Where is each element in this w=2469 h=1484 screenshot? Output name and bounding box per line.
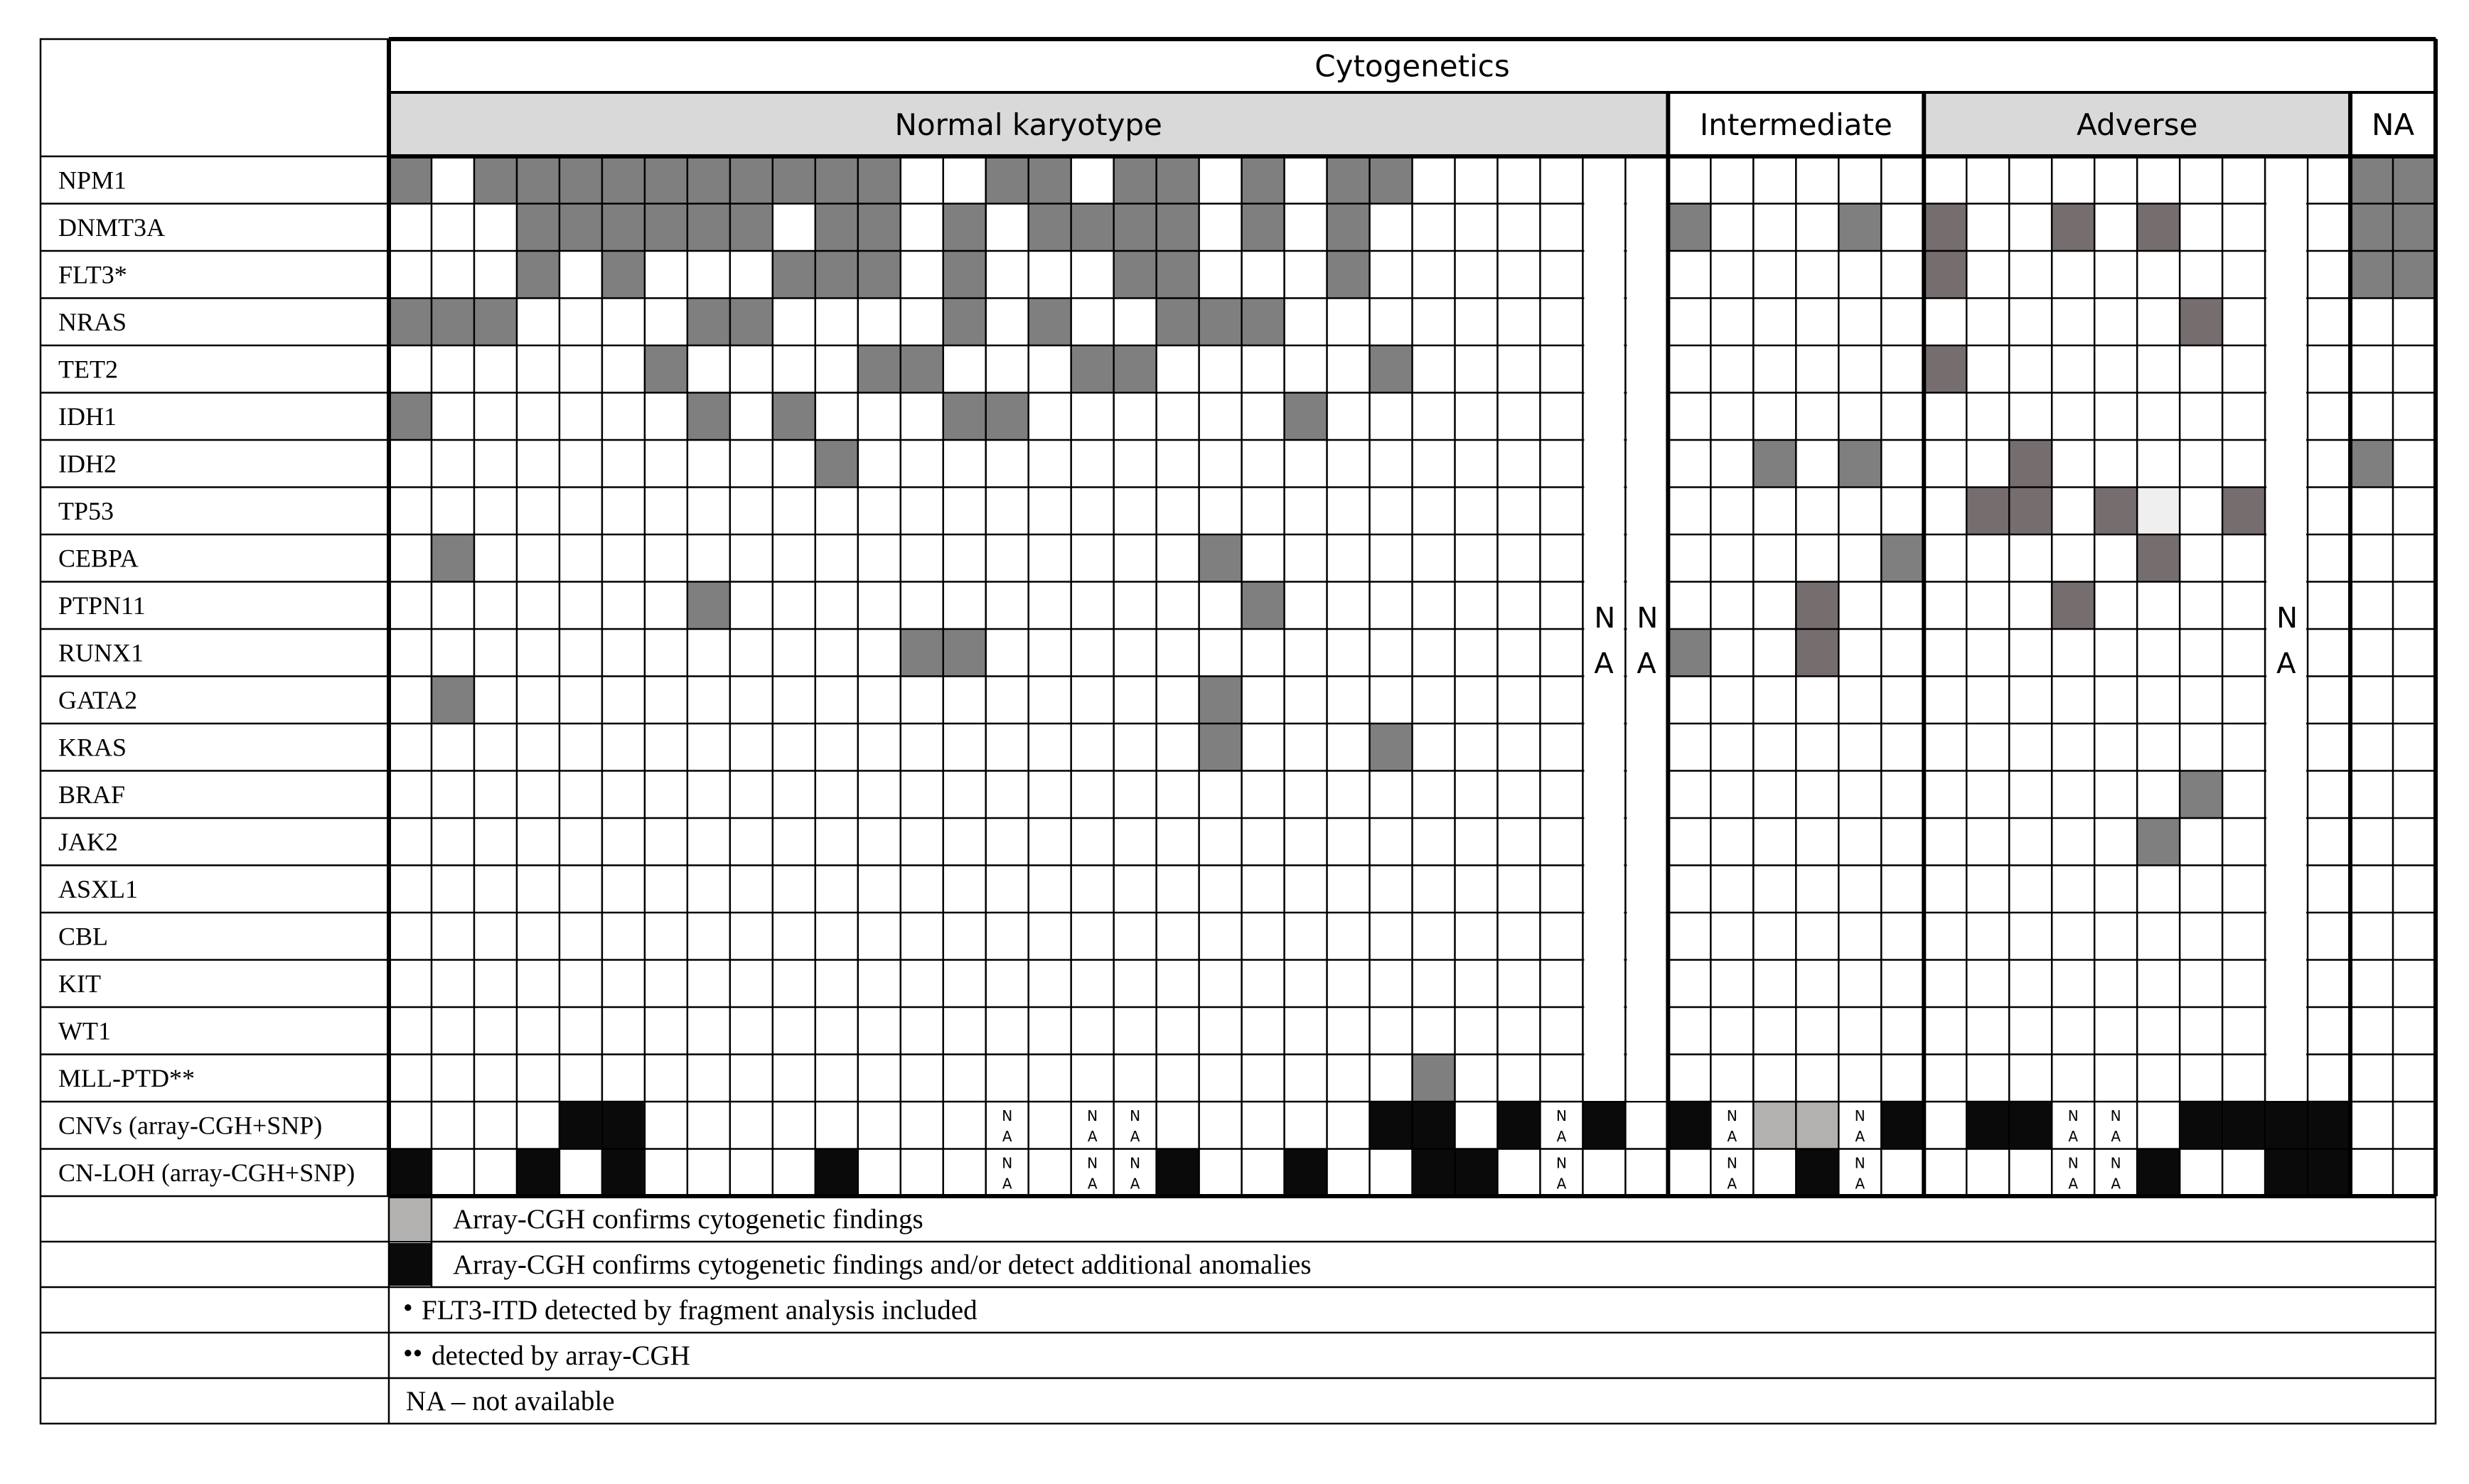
cell-cnvs-array-cgh-snp--col-42: [2180, 1102, 2222, 1149]
cell-dnmt3a-col-5: [603, 205, 644, 251]
cell-idh1-col-7: [688, 394, 729, 440]
cell-nras-col-2: [475, 299, 516, 345]
na-cell-label-a: A: [1002, 1175, 1012, 1193]
na-column-label-n: N: [2276, 602, 2298, 635]
cell-flt3--col-22: [1328, 252, 1369, 298]
row-label-jak2: JAK2: [58, 827, 119, 856]
row-label-idh1: IDH1: [58, 402, 117, 431]
na-cell-label-n: N: [1726, 1107, 1737, 1124]
cell-flt3--col-18: [1157, 252, 1199, 298]
cell-dnmt3a-col-13: [944, 205, 985, 251]
row-label-npm1: NPM1: [58, 166, 127, 195]
row-label-cn-loh-array-cgh-snp: CN-LOH (array-CGH+SNP): [58, 1158, 355, 1187]
legend-text-4: NA – not available: [406, 1386, 615, 1416]
cell-nras-col-42: [2180, 299, 2222, 345]
cell-dnmt3a-col-3: [518, 205, 559, 251]
na-cell-label-n: N: [1002, 1154, 1013, 1172]
na-column-label-a: A: [1637, 647, 1656, 680]
cell-cnvs-array-cgh-snp--col-33: [1796, 1102, 1838, 1149]
na-cell-label-n: N: [1087, 1154, 1098, 1172]
cell-tet2-col-11: [859, 346, 900, 392]
cell-flt3--col-17: [1115, 252, 1156, 298]
cell-tp53-col-40: [2095, 488, 2136, 534]
na-column-label-n: N: [1637, 602, 1659, 635]
cell-braf-col-42: [2180, 772, 2222, 818]
cell-flt3--col-3: [518, 252, 559, 298]
na-cell-label-a: A: [1087, 1175, 1098, 1193]
cell-dnmt3a-col-30: [1669, 205, 1710, 251]
cell-cebpa-col-41: [2138, 535, 2179, 581]
legend-swatch-1: [390, 1243, 431, 1286]
cell-cn-loh-array-cgh-snp--col-45: [2308, 1150, 2350, 1196]
cell-tp53-col-37: [1967, 488, 2008, 534]
cell-ptpn11-col-7: [688, 583, 729, 629]
na-cell-label-n: N: [2110, 1154, 2121, 1172]
cell-idh2-col-38: [2010, 441, 2051, 487]
cell-dnmt3a-col-41: [2138, 205, 2179, 251]
legend-bullet-2: •: [403, 1293, 413, 1323]
cell-flt3--col-5: [603, 252, 644, 298]
na-cell-label-n: N: [2067, 1107, 2079, 1124]
cell-dnmt3a-col-20: [1243, 205, 1284, 251]
na-cell-label-a: A: [1556, 1175, 1567, 1193]
cell-dnmt3a-col-6: [646, 205, 687, 251]
na-cell-label-n: N: [1130, 1107, 1141, 1124]
cell-tp53-col-38: [2010, 488, 2051, 534]
cell-cn-loh-array-cgh-snp--col-0: [390, 1150, 431, 1196]
cell-nras-col-15: [1029, 299, 1071, 345]
cell-cnvs-array-cgh-snp--col-45: [2308, 1102, 2350, 1149]
cell-tet2-col-23: [1371, 346, 1412, 392]
cell-cn-loh-array-cgh-snp--col-5: [603, 1150, 644, 1196]
cell-dnmt3a-col-8: [731, 205, 772, 251]
na-column-label-n: N: [1594, 602, 1616, 635]
cell-flt3--col-13: [944, 252, 985, 298]
cell-cnvs-array-cgh-snp--col-32: [1754, 1102, 1795, 1149]
cell-cnvs-array-cgh-snp--col-28: [1583, 1102, 1624, 1149]
cell-tet2-col-36: [1924, 346, 1966, 392]
cell-ptpn11-col-20: [1243, 583, 1284, 629]
cell-tet2-col-6: [646, 346, 687, 392]
cell-dnmt3a-col-47: [2394, 205, 2435, 251]
cell-npm1-col-8: [731, 157, 772, 203]
cell-runx1-col-33: [1796, 630, 1838, 676]
row-label-dnmt3a: DNMT3A: [58, 213, 165, 242]
na-cell-label-a: A: [2111, 1175, 2121, 1193]
cell-npm1-col-22: [1328, 157, 1369, 203]
cell-nras-col-1: [432, 299, 473, 345]
row-label-cebpa: CEBPA: [58, 544, 139, 573]
cell-kras-col-23: [1371, 724, 1412, 770]
row-label-cnvs-array-cgh-snp: CNVs (array-CGH+SNP): [58, 1111, 323, 1140]
cell-npm1-col-47: [2394, 157, 2435, 203]
row-label-braf: BRAF: [58, 780, 126, 809]
na-column-label-a: A: [2276, 647, 2296, 680]
cell-idh1-col-13: [944, 394, 985, 440]
cell-npm1-col-0: [390, 157, 431, 203]
cell-npm1-col-11: [859, 157, 900, 203]
cell-runx1-col-30: [1669, 630, 1710, 676]
cell-cnvs-array-cgh-snp--col-26: [1498, 1102, 1539, 1149]
legend-text-3: detected by array-CGH: [432, 1340, 690, 1371]
cell-cn-loh-array-cgh-snp--col-44: [2266, 1150, 2307, 1196]
cell-npm1-col-6: [646, 157, 687, 203]
legend-text-2: FLT3-ITD detected by fragment analysis included: [422, 1295, 978, 1326]
cell-cebpa-col-35: [1882, 535, 1923, 581]
cell-npm1-col-23: [1371, 157, 1412, 203]
cell-dnmt3a-col-10: [816, 205, 857, 251]
cell-dnmt3a-col-15: [1029, 205, 1071, 251]
cell-npm1-col-5: [603, 157, 644, 203]
cell-idh2-col-32: [1754, 441, 1795, 487]
cell-tet2-col-17: [1115, 346, 1156, 392]
cell-jak2-col-41: [2138, 819, 2179, 865]
cell-flt3--col-46: [2351, 252, 2392, 298]
na-cell-label-a: A: [1087, 1128, 1098, 1145]
group-label-2: Adverse: [2076, 107, 2198, 142]
cell-cnvs-array-cgh-snp--col-5: [603, 1102, 644, 1149]
na-cell-label-a: A: [2111, 1128, 2121, 1145]
cell-dnmt3a-col-16: [1072, 205, 1113, 251]
cell-kras-col-19: [1200, 724, 1241, 770]
na-cell-label-n: N: [1854, 1154, 1865, 1172]
cell-gata2-col-1: [432, 677, 473, 724]
cell-npm1-col-9: [773, 157, 815, 203]
row-label-tet2: TET2: [58, 355, 118, 384]
cell-idh2-col-34: [1839, 441, 1880, 487]
cell-cn-loh-array-cgh-snp--col-24: [1413, 1150, 1455, 1196]
cell-ptpn11-col-33: [1796, 583, 1838, 629]
cell-cn-loh-array-cgh-snp--col-3: [518, 1150, 559, 1196]
cell-npm1-col-4: [560, 157, 601, 203]
cell-cnvs-array-cgh-snp--col-35: [1882, 1102, 1923, 1149]
cell-dnmt3a-col-36: [1924, 205, 1966, 251]
cell-npm1-col-2: [475, 157, 516, 203]
na-cell-label-a: A: [1556, 1128, 1567, 1145]
na-column-label-a: A: [1594, 647, 1614, 680]
cell-nras-col-18: [1157, 299, 1199, 345]
cell-gata2-col-19: [1200, 677, 1241, 724]
cell-mll-ptd--col-24: [1413, 1055, 1455, 1102]
cell-idh1-col-0: [390, 394, 431, 440]
cell-flt3--col-36: [1924, 252, 1966, 298]
group-label-0: Normal karyotype: [894, 107, 1162, 142]
na-cell-label-a: A: [1130, 1175, 1140, 1193]
cell-idh1-col-14: [987, 394, 1028, 440]
cell-nras-col-8: [731, 299, 772, 345]
cell-cnvs-array-cgh-snp--col-37: [1967, 1102, 2008, 1149]
row-label-ptpn11: PTPN11: [58, 591, 146, 620]
row-label-kras: KRAS: [58, 733, 127, 762]
row-label-tp53: TP53: [58, 496, 114, 525]
cell-npm1-col-10: [816, 157, 857, 203]
na-cell-label-a: A: [1855, 1175, 1865, 1193]
row-label-cbl: CBL: [58, 922, 109, 951]
cell-dnmt3a-col-22: [1328, 205, 1369, 251]
cell-flt3--col-10: [816, 252, 857, 298]
legend-bullet-3: ••: [403, 1338, 423, 1369]
cell-npm1-col-18: [1157, 157, 1199, 203]
cell-npm1-col-17: [1115, 157, 1156, 203]
cell-runx1-col-12: [901, 630, 943, 676]
group-label-1: Intermediate: [1699, 107, 1892, 142]
cell-tet2-col-12: [901, 346, 943, 392]
na-cell-label-a: A: [2068, 1175, 2079, 1193]
cell-cn-loh-array-cgh-snp--col-18: [1157, 1150, 1199, 1196]
cytogenetics-header: Cytogenetics: [1314, 48, 1510, 84]
cell-cnvs-array-cgh-snp--col-23: [1371, 1102, 1412, 1149]
cell-nras-col-19: [1200, 299, 1241, 345]
cell-dnmt3a-col-11: [859, 205, 900, 251]
cell-idh2-col-10: [816, 441, 857, 487]
na-cell-label-a: A: [1727, 1128, 1737, 1145]
group-label-3: NA: [2371, 107, 2415, 142]
cell-npm1-col-46: [2351, 157, 2392, 203]
legend-swatch-0: [390, 1198, 431, 1240]
cell-cn-loh-array-cgh-snp--col-10: [816, 1150, 857, 1196]
na-cell-label-n: N: [2110, 1107, 2121, 1124]
cell-cnvs-array-cgh-snp--col-43: [2223, 1102, 2264, 1149]
cell-tp53-col-41: [2138, 488, 2179, 534]
na-cell-label-n: N: [1854, 1107, 1865, 1124]
legend-text-0: Array-CGH confirms cytogenetic findings: [452, 1204, 923, 1235]
na-cell-label-n: N: [1555, 1154, 1567, 1172]
na-cell-label-a: A: [2068, 1128, 2079, 1145]
cell-cnvs-array-cgh-snp--col-44: [2266, 1102, 2307, 1149]
legend-text-1: Array-CGH confirms cytogenetic findings and/or detect additional anomalies: [452, 1249, 1312, 1280]
cell-idh1-col-21: [1285, 394, 1327, 440]
cell-cn-loh-array-cgh-snp--col-41: [2138, 1150, 2179, 1196]
cell-cn-loh-array-cgh-snp--col-25: [1455, 1150, 1496, 1196]
cell-npm1-col-15: [1029, 157, 1071, 203]
cell-npm1-col-20: [1243, 157, 1284, 203]
na-cell-label-n: N: [1726, 1154, 1737, 1172]
cell-npm1-col-3: [518, 157, 559, 203]
cell-tp53-col-43: [2223, 488, 2264, 534]
na-cell-label-n: N: [1130, 1154, 1141, 1172]
cell-nras-col-0: [390, 299, 431, 345]
cell-cnvs-array-cgh-snp--col-30: [1669, 1102, 1710, 1149]
row-label-runx1: RUNX1: [58, 638, 144, 667]
cell-flt3--col-11: [859, 252, 900, 298]
na-cell-label-n: N: [1555, 1107, 1567, 1124]
cell-tet2-col-16: [1072, 346, 1113, 392]
cell-cebpa-col-19: [1200, 535, 1241, 581]
na-cell-label-n: N: [1087, 1107, 1098, 1124]
row-label-nras: NRAS: [58, 307, 127, 336]
cell-dnmt3a-col-7: [688, 205, 729, 251]
cell-cebpa-col-1: [432, 535, 473, 581]
na-cell-label-n: N: [2067, 1154, 2079, 1172]
cell-dnmt3a-col-18: [1157, 205, 1199, 251]
cell-nras-col-7: [688, 299, 729, 345]
cell-nras-col-13: [944, 299, 985, 345]
na-cell-label-a: A: [1130, 1128, 1140, 1145]
cell-cn-loh-array-cgh-snp--col-21: [1285, 1150, 1327, 1196]
cell-dnmt3a-col-17: [1115, 205, 1156, 251]
cell-cnvs-array-cgh-snp--col-4: [560, 1102, 601, 1149]
row-label-flt3: FLT3*: [58, 260, 127, 289]
cell-dnmt3a-col-46: [2351, 205, 2392, 251]
row-label-mll-ptd: MLL-PTD**: [58, 1063, 195, 1092]
cell-npm1-col-7: [688, 157, 729, 203]
row-label-kit: KIT: [58, 969, 101, 998]
cell-idh2-col-46: [2351, 441, 2392, 487]
na-cell-label-a: A: [1855, 1128, 1865, 1145]
cell-cn-loh-array-cgh-snp--col-33: [1796, 1150, 1838, 1196]
cell-flt3--col-9: [773, 252, 815, 298]
cell-runx1-col-13: [944, 630, 985, 676]
na-cell-label-a: A: [1727, 1175, 1737, 1193]
cell-npm1-col-14: [987, 157, 1028, 203]
cell-cnvs-array-cgh-snp--col-38: [2010, 1102, 2051, 1149]
na-cell-label-a: A: [1002, 1128, 1012, 1145]
cell-dnmt3a-col-39: [2052, 205, 2094, 251]
row-label-gata2: GATA2: [58, 685, 138, 714]
row-label-asxl1: ASXL1: [58, 874, 139, 903]
cell-dnmt3a-col-4: [560, 205, 601, 251]
cell-idh1-col-9: [773, 394, 815, 440]
cell-nras-col-20: [1243, 299, 1284, 345]
cell-ptpn11-col-39: [2052, 583, 2094, 629]
cell-cnvs-array-cgh-snp--col-24: [1413, 1102, 1455, 1149]
na-cell-label-n: N: [1002, 1107, 1013, 1124]
row-label-idh2: IDH2: [58, 449, 117, 478]
cell-dnmt3a-col-34: [1839, 205, 1880, 251]
row-label-wt1: WT1: [58, 1016, 111, 1045]
cell-flt3--col-47: [2394, 252, 2435, 298]
